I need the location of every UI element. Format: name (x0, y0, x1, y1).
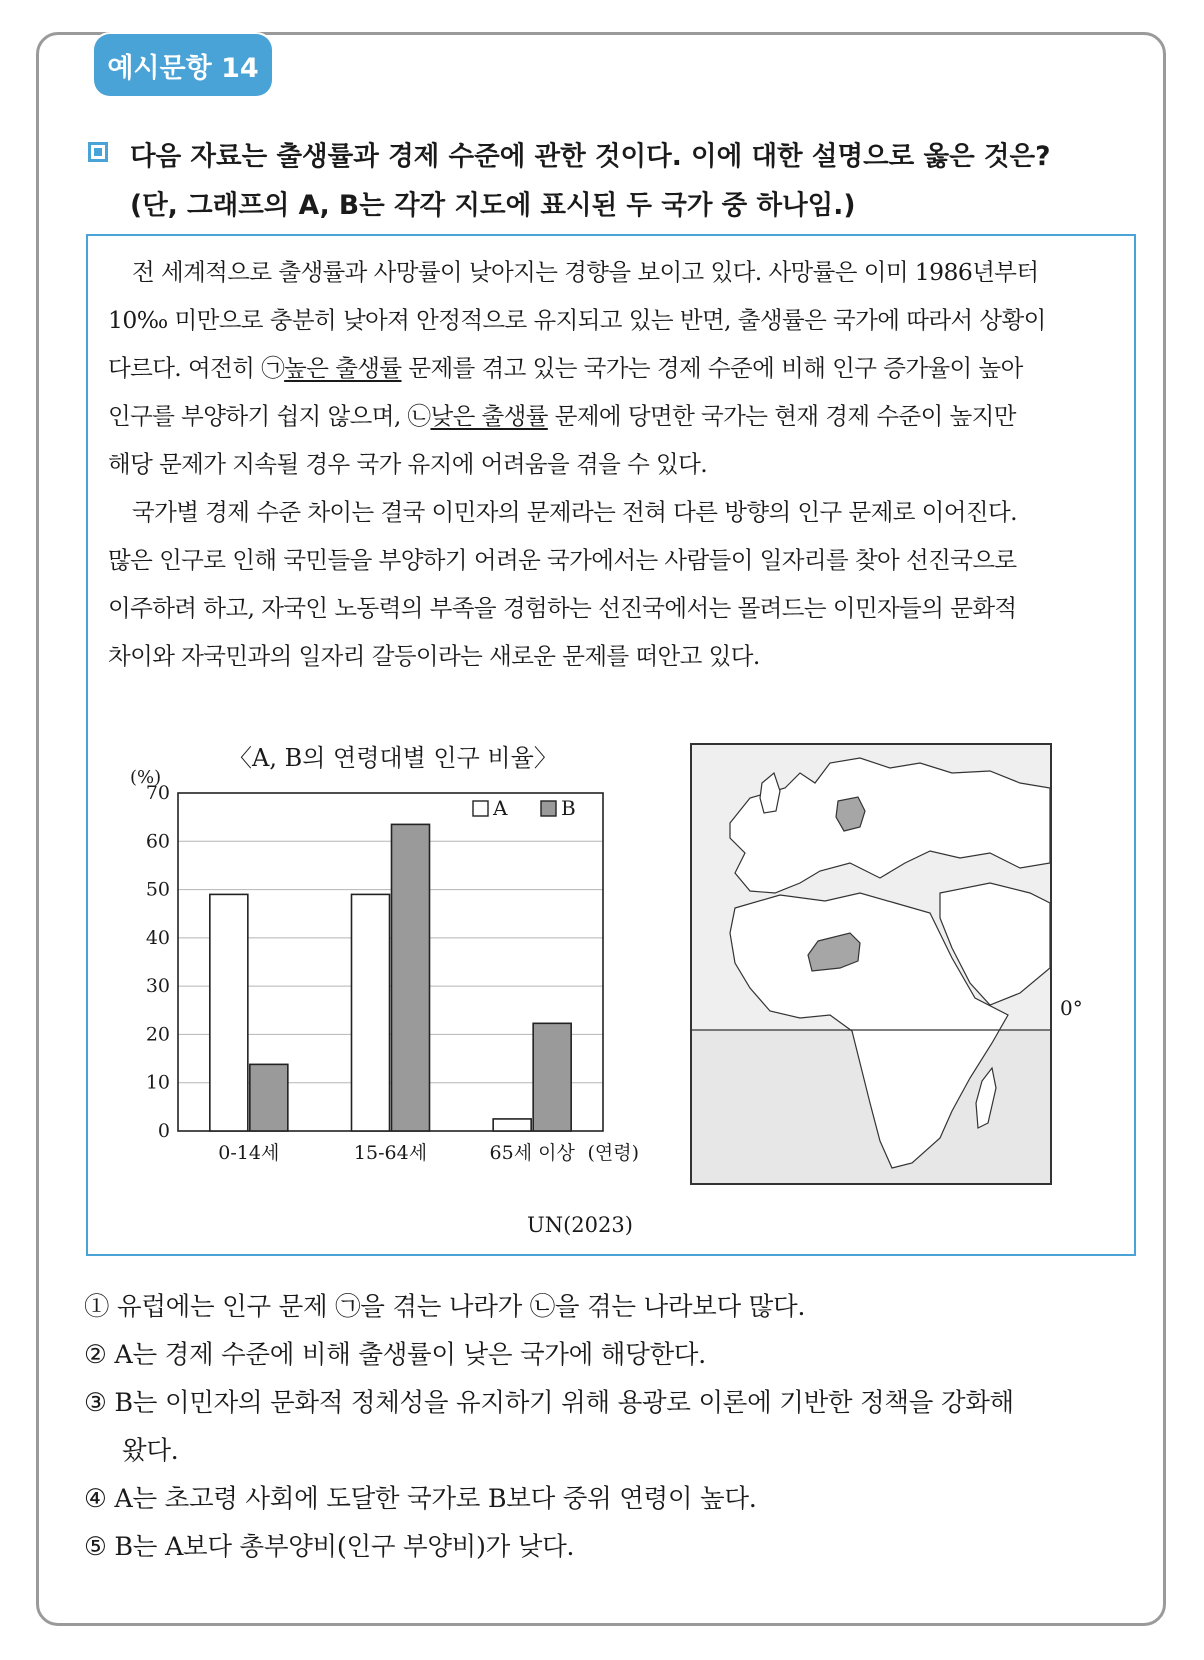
age-structure-bar-chart (120, 765, 680, 1205)
passage-line: 이주하려 하고, 자국인 노동력의 부족을 경험하는 선진국에서는 몰려드는 이민자들의 문화적 (108, 594, 1017, 622)
passage-text: 문제에 당면한 국가는 현재 경제 수준이 높지만 (547, 402, 1016, 430)
bar-B-0 (250, 1064, 288, 1131)
question-stem-line2: (단, 그래프의 A, B는 각각 지도에 표시된 두 국가 중 하나임.) (130, 190, 856, 221)
legend-label-A: A (493, 796, 508, 820)
legend-swatch-B (541, 801, 556, 816)
bar-A-0 (210, 894, 248, 1131)
legend-label-B: B (561, 796, 576, 820)
passage-line: 10‰ 미만으로 충분히 낮아져 안정적으로 유지되고 있는 반면, 출생률은 국가에 따라서 상황이 (108, 306, 1046, 334)
option-3-continued[interactable]: 왔다. (122, 1436, 179, 1466)
chart-source: UN(2023) (527, 1213, 633, 1237)
option-2[interactable]: ② A는 경제 수준에 비해 출생률이 낮은 국가에 해당한다. (84, 1340, 706, 1370)
option-4[interactable]: ④ A는 초고령 사회에 도달한 국가로 B보다 중위 연령이 높다. (84, 1484, 757, 1514)
bar-B-1 (392, 824, 430, 1131)
y-tick-label: 30 (145, 975, 170, 998)
y-tick-label: 10 (145, 1071, 170, 1094)
x-axis-label: (연령) (587, 1142, 639, 1164)
y-tick-label: 20 (145, 1023, 170, 1046)
y-axis-label: (%) (130, 767, 162, 788)
passage-text: 문제를 겪고 있는 국가는 경제 수준에 비해 인구 증가율이 높아 (401, 354, 1023, 382)
passage-line (108, 349, 1023, 383)
question-marker-icon (88, 142, 108, 162)
y-tick-label: 0 (157, 1120, 170, 1142)
question-number-tag: 예시문항 14 (94, 34, 272, 96)
bar-A-2 (493, 1119, 531, 1131)
passage-line: 많은 인구로 인해 국민들을 부양하기 어려운 국가에서는 사람들이 일자리를 찾아 선진국으로 (108, 546, 1017, 574)
option-1[interactable]: ① 유럽에는 인구 문제 ㉠을 겪는 나라가 ㉡을 겪는 나라보다 많다. (84, 1292, 806, 1322)
passage-line: 차이와 자국민과의 일자리 갈등이라는 새로운 문제를 떠안고 있다. (108, 642, 760, 670)
option-3[interactable]: ③ B는 이민자의 문화적 정체성을 유지하기 위해 용광로 이론에 기반한 정책을 강화해 (84, 1388, 1014, 1418)
legend-swatch-A (473, 801, 488, 816)
y-tick-label: 60 (145, 830, 170, 853)
underlined-high-birthrate: 높은 출생률 (284, 354, 402, 382)
y-tick-label: 50 (145, 878, 170, 901)
y-tick-label: 70 (145, 782, 170, 804)
x-tick-label: 15-64세 (353, 1142, 428, 1164)
passage-text: 인구를 부양하기 쉽지 않으며, ㉡ (108, 402, 431, 430)
x-tick-label: 0-14세 (218, 1142, 280, 1164)
equator-label: 0° (1060, 996, 1083, 1020)
option-5[interactable]: ⑤ B는 A보다 총부양비(인구 부양비)가 낮다. (84, 1532, 575, 1562)
passage-line: 해당 문제가 지속될 경우 국가 유지에 어려움을 겪을 수 있다. (108, 450, 708, 478)
underlined-low-birthrate: 낮은 출생률 (430, 402, 548, 430)
passage-line: 전 세계적으로 출생률과 사망률이 낮아지는 경향을 보이고 있다. 사망률은 이미 1986년부터 (132, 258, 1039, 286)
y-tick-label: 40 (145, 926, 170, 949)
bar-B-2 (533, 1023, 571, 1131)
chart-title: 〈A, B의 연령대별 인구 비율〉 (228, 744, 558, 772)
passage-line: 국가별 경제 수준 차이는 결국 이민자의 문제라는 전혀 다른 방향의 인구 문제로 이어진다. (132, 498, 1017, 526)
passage-text: 다르다. 여전히 ㉠ (108, 354, 285, 382)
question-stem-line1: 다음 자료는 출생률과 경제 수준에 관한 것이다. 이에 대한 설명으로 옳은 것은? (130, 141, 1051, 172)
x-tick-label: 65세 이상 (489, 1142, 575, 1164)
passage-line (108, 397, 1016, 431)
world-map-europe-africa (690, 743, 1052, 1185)
bar-A-1 (352, 894, 390, 1131)
